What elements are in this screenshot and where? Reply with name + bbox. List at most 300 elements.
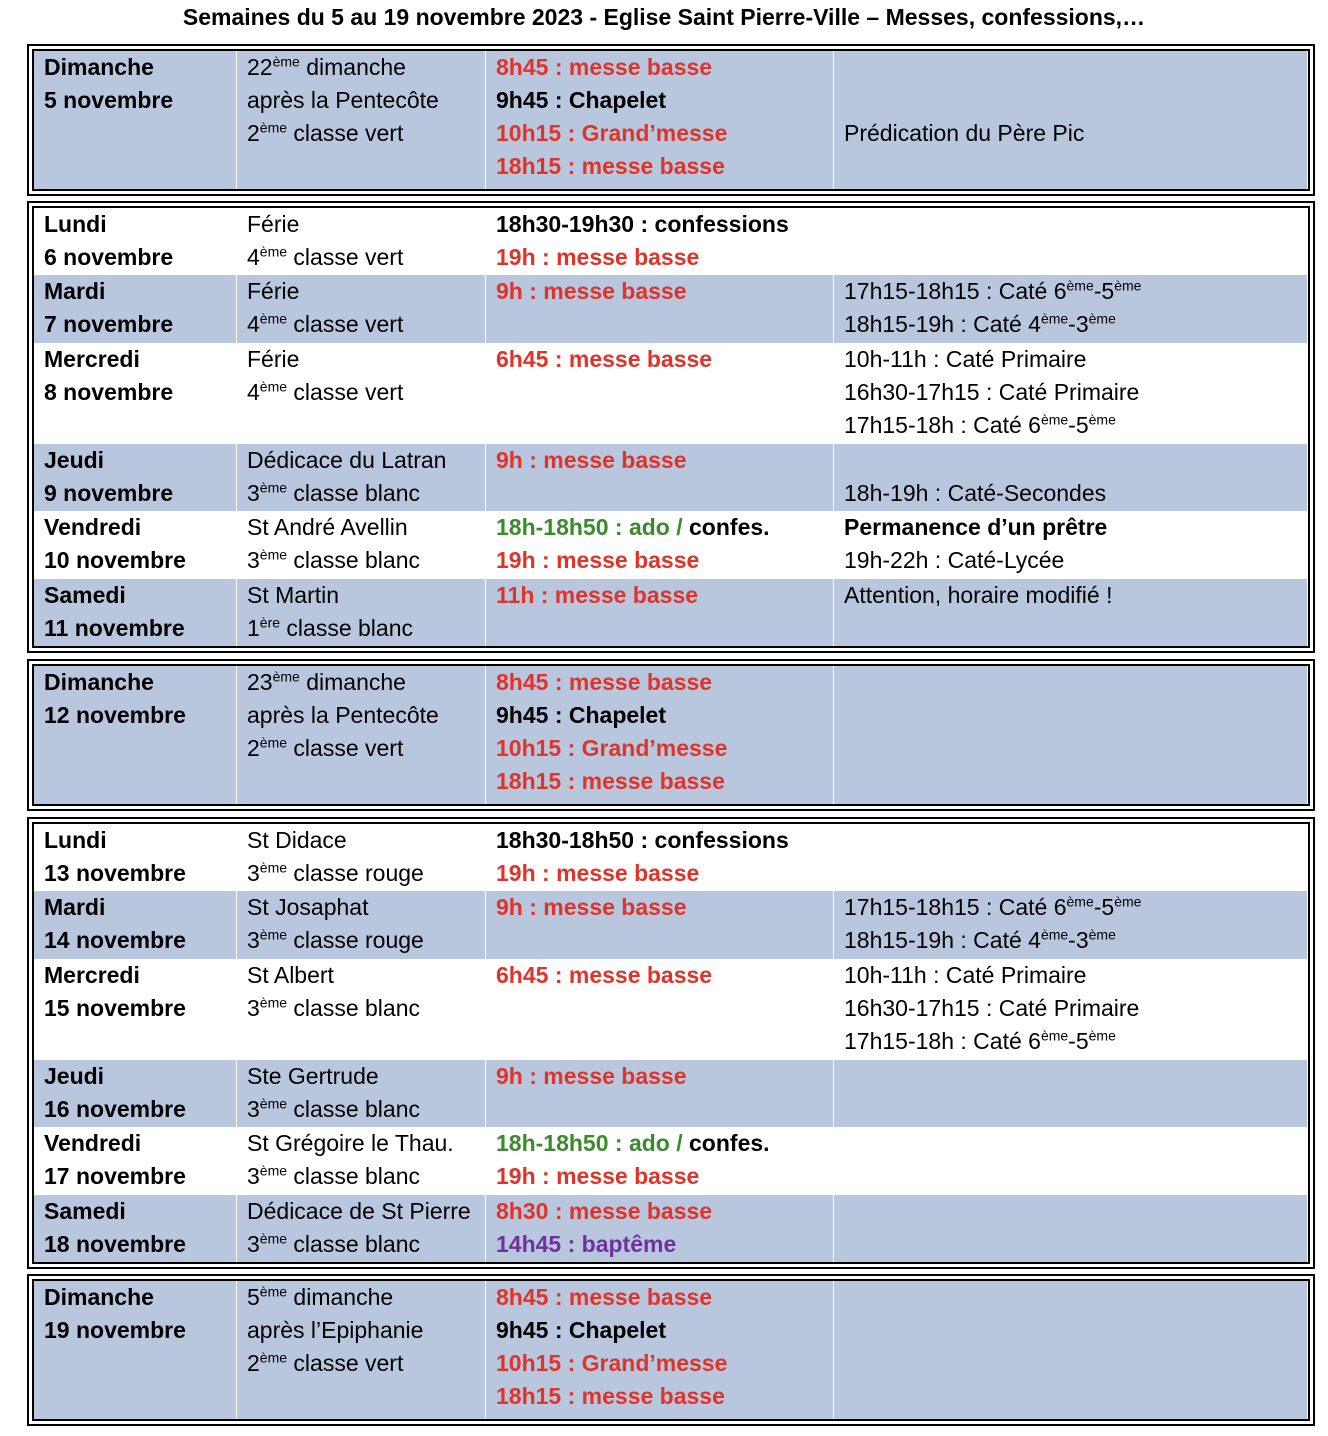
note-line <box>844 117 1307 150</box>
text: 3 <box>247 547 260 574</box>
liturgy-line <box>247 308 485 341</box>
text: -5 <box>1068 1027 1089 1054</box>
weekday: Mercredi <box>44 345 140 372</box>
service-time <box>496 1195 833 1228</box>
text: 19h-22h : Caté-Lycée <box>844 547 1065 574</box>
note-line <box>844 924 1307 957</box>
day-cell <box>34 208 237 275</box>
liturgy-cell <box>237 343 486 444</box>
text: 17h15-18h : Caté 6 <box>844 1027 1041 1054</box>
day-cell <box>34 51 237 189</box>
note-line <box>844 51 1307 84</box>
service-time <box>496 857 833 890</box>
text: 9h : messe basse <box>496 278 687 305</box>
text: Prédication du Père Pic <box>844 120 1085 146</box>
text: après l’Epiphanie <box>247 1317 424 1343</box>
text: Férie <box>247 211 300 237</box>
text: classe blanc <box>287 479 420 506</box>
service-time <box>496 1228 833 1261</box>
note-line <box>844 544 1307 577</box>
day-cell <box>34 1195 237 1262</box>
date: 8 novembre <box>44 378 174 405</box>
date: 7 novembre <box>44 311 174 338</box>
text: classe blanc <box>280 614 413 641</box>
day-row <box>34 666 1308 804</box>
liturgy-line <box>247 1127 485 1160</box>
day-row <box>34 891 1308 958</box>
text: 3 <box>247 1095 260 1122</box>
liturgy-cell <box>237 444 486 511</box>
text: 1 <box>247 614 260 641</box>
day-row <box>34 1060 1308 1127</box>
text: -5 <box>1093 894 1115 921</box>
date: 17 novembre <box>44 1163 186 1190</box>
text: 2 <box>247 1350 260 1376</box>
text: 8h30 : messe basse <box>496 1197 713 1224</box>
week-block <box>27 659 1315 811</box>
text: 3 <box>247 994 260 1021</box>
superscript: ème <box>259 479 288 496</box>
text: 9h : messe basse <box>496 1062 687 1089</box>
service-time <box>496 666 833 699</box>
superscript: ème <box>259 1283 288 1300</box>
superscript: ère <box>259 613 281 630</box>
liturgy-line <box>247 1228 485 1261</box>
weekday: Jeudi <box>44 1062 105 1089</box>
day-row <box>34 1281 1308 1419</box>
service-time <box>496 765 833 798</box>
times-cell <box>486 824 834 891</box>
service-time <box>496 891 833 924</box>
text: classe blanc <box>287 1163 420 1190</box>
page-title: Semaines du 5 au 19 novembre 2023 - Eglise Saint Pierre-Ville – Messes, confessions,… <box>182 4 1146 30</box>
liturgy-line <box>247 992 485 1025</box>
text: 23 <box>247 669 273 695</box>
service-time <box>496 1314 833 1347</box>
date: 12 novembre <box>44 702 186 728</box>
weekday: Jeudi <box>44 446 105 473</box>
text: 18h-19h : Caté-Secondes <box>844 479 1107 506</box>
text: 2 <box>247 120 260 146</box>
day-row <box>34 824 1308 891</box>
text: 18h15 : messe basse <box>496 1383 725 1409</box>
date: 11 novembre <box>44 614 185 641</box>
text: 8h45 : messe basse <box>496 54 713 80</box>
text: 10h-11h : Caté Primaire <box>844 345 1087 372</box>
service-time <box>496 511 833 544</box>
liturgy-line <box>247 612 485 645</box>
service-time <box>496 275 833 308</box>
times-cell <box>486 1060 834 1127</box>
liturgy-line <box>247 1093 485 1126</box>
superscript: ème <box>1088 1027 1116 1044</box>
weekday: Samedi <box>44 581 126 608</box>
text: 10h-11h : Caté Primaire <box>844 961 1087 988</box>
notes-cell <box>834 511 1308 578</box>
superscript: ème <box>1114 277 1142 294</box>
liturgy-line <box>247 376 485 409</box>
service-time <box>496 444 833 477</box>
superscript: ème <box>1066 893 1094 910</box>
superscript: ème <box>259 1229 288 1246</box>
text: 9h45 : Chapelet <box>496 1317 666 1343</box>
times-cell <box>486 343 834 444</box>
text: -3 <box>1068 927 1089 954</box>
times-cell <box>486 208 834 275</box>
service-time <box>496 208 833 241</box>
text: 9h : messe basse <box>496 894 687 921</box>
text: 18h15-19h : Caté 4 <box>844 311 1041 338</box>
service-time <box>496 579 833 612</box>
superscript: ème <box>259 734 288 751</box>
text: classe vert <box>287 378 404 405</box>
text: Dédicace du Latran <box>247 446 447 473</box>
liturgy-cell <box>237 666 486 804</box>
liturgy-cell <box>237 208 486 275</box>
text: classe rouge <box>287 860 424 886</box>
superscript: ème <box>1040 310 1069 327</box>
liturgy-line <box>247 343 485 376</box>
note-line <box>844 308 1307 341</box>
note-line <box>844 275 1307 308</box>
liturgy-cell <box>237 891 486 958</box>
notes-cell <box>834 959 1308 1060</box>
day-cell <box>34 275 237 342</box>
note-line <box>844 511 1307 544</box>
superscript: ème <box>259 243 288 260</box>
date: 19 novembre <box>44 1317 186 1343</box>
superscript: ème <box>1040 1027 1069 1044</box>
liturgy-line <box>247 732 485 765</box>
day-row <box>34 579 1308 646</box>
date: 5 novembre <box>44 87 174 113</box>
liturgy-cell <box>237 1281 486 1419</box>
service-time <box>496 117 833 150</box>
superscript: ème <box>259 310 288 327</box>
text: 2 <box>247 735 260 761</box>
service-time <box>496 343 833 376</box>
note-line <box>844 992 1307 1025</box>
day-cell <box>34 891 237 958</box>
text: 3 <box>247 927 260 954</box>
week-block <box>27 44 1315 196</box>
day-row <box>34 1127 1308 1194</box>
day-cell <box>34 579 237 646</box>
day-cell <box>34 959 237 1060</box>
text: 4 <box>247 311 260 338</box>
service-time <box>496 51 833 84</box>
service-time <box>496 1160 833 1193</box>
text: 19h : messe basse <box>496 244 700 270</box>
date: 14 novembre <box>44 927 186 954</box>
times-cell <box>486 511 834 578</box>
superscript: ème <box>272 668 300 685</box>
service-time <box>496 824 833 857</box>
note-line <box>844 376 1307 409</box>
times-cell <box>486 1195 834 1262</box>
notes-cell <box>834 208 1308 275</box>
superscript: ème <box>259 926 288 943</box>
text: Férie <box>247 278 300 305</box>
superscript: ème <box>1088 310 1116 327</box>
notes-cell <box>834 579 1308 646</box>
liturgy-line <box>247 117 485 150</box>
service-time <box>496 1281 833 1314</box>
text: 6h45 : messe basse <box>496 345 713 372</box>
weekday: Dimanche <box>44 54 154 80</box>
text: 14h45 : baptême <box>496 1230 677 1257</box>
liturgy-line <box>247 579 485 612</box>
liturgy-line <box>247 666 485 699</box>
day-cell <box>34 1060 237 1127</box>
text: -3 <box>1068 311 1089 338</box>
text: 18h15 : messe basse <box>496 153 725 179</box>
text: St Grégoire le Thau. <box>247 1130 454 1157</box>
note-line <box>844 959 1307 992</box>
day-row <box>34 511 1308 578</box>
week-block <box>27 1274 1315 1426</box>
liturgy-cell <box>237 959 486 1060</box>
liturgy-line <box>247 1347 485 1380</box>
text: 19h : messe basse <box>496 860 700 886</box>
text: 4 <box>247 378 260 405</box>
text: 9h45 : Chapelet <box>496 87 666 113</box>
text: St Martin <box>247 581 340 608</box>
text: confes. <box>689 514 770 541</box>
week-block <box>27 817 1315 1269</box>
text: 9h : messe basse <box>496 446 687 473</box>
day-cell <box>34 1127 237 1194</box>
date: 16 novembre <box>44 1095 186 1122</box>
notes-cell <box>834 343 1308 444</box>
weekday: Dimanche <box>44 1284 154 1310</box>
date: 18 novembre <box>44 1230 186 1257</box>
note-line <box>844 891 1307 924</box>
text: après la Pentecôte <box>247 702 439 728</box>
liturgy-line <box>247 857 485 890</box>
schedule-table <box>34 666 1308 804</box>
service-time <box>496 732 833 765</box>
day-row <box>34 959 1308 1060</box>
text: St Albert <box>247 961 334 988</box>
liturgy-line <box>247 924 485 957</box>
schedule-table <box>34 208 1308 646</box>
note-line <box>844 84 1307 117</box>
service-time <box>496 150 833 183</box>
note-line <box>844 1025 1307 1058</box>
text: 18h30-18h50 : confessions <box>496 827 789 853</box>
text: 19h : messe basse <box>496 547 700 574</box>
weekday: Lundi <box>44 827 107 853</box>
times-cell <box>486 959 834 1060</box>
day-row <box>34 343 1308 444</box>
weekday: Mardi <box>44 894 106 921</box>
service-time <box>496 84 833 117</box>
liturgy-cell <box>237 511 486 578</box>
note-line <box>844 343 1307 376</box>
text: après la Pentecôte <box>247 87 439 113</box>
text: classe vert <box>287 244 404 270</box>
liturgy-line <box>247 544 485 577</box>
day-cell <box>34 511 237 578</box>
text: 3 <box>247 1163 260 1190</box>
service-time <box>496 959 833 992</box>
service-time <box>496 241 833 274</box>
text: 16h30-17h15 : Caté Primaire <box>844 994 1140 1021</box>
service-time <box>496 544 833 577</box>
times-cell <box>486 444 834 511</box>
note-line <box>844 444 1307 477</box>
notes-cell <box>834 1281 1308 1419</box>
notes-cell <box>834 891 1308 958</box>
text: 16h30-17h15 : Caté Primaire <box>844 378 1140 405</box>
text: Férie <box>247 345 300 372</box>
text: 9h45 : Chapelet <box>496 702 666 728</box>
liturgy-line <box>247 241 485 274</box>
text: 3 <box>247 479 260 506</box>
text: classe vert <box>287 311 404 338</box>
liturgy-line <box>247 891 485 924</box>
weekday: Vendredi <box>44 1130 142 1157</box>
notes-cell <box>834 666 1308 804</box>
superscript: ème <box>1066 277 1094 294</box>
weekday: Vendredi <box>44 514 142 541</box>
text: 3 <box>247 1230 260 1257</box>
times-cell <box>486 579 834 646</box>
weekday: Dimanche <box>44 669 154 695</box>
text: 5 <box>247 1284 260 1310</box>
text: classe blanc <box>287 547 420 574</box>
date: 6 novembre <box>44 244 174 270</box>
text: 18h15 : messe basse <box>496 768 725 794</box>
superscript: ème <box>272 53 300 70</box>
superscript: ème <box>259 1095 288 1112</box>
liturgy-line <box>247 51 485 84</box>
text: 18h30-19h30 : confessions <box>496 211 789 237</box>
superscript: ème <box>259 1162 288 1179</box>
text: classe vert <box>287 120 404 146</box>
superscript: ème <box>259 378 288 395</box>
text: 22 <box>247 54 273 80</box>
day-cell <box>34 666 237 804</box>
liturgy-line <box>247 477 485 510</box>
superscript: ème <box>259 119 288 136</box>
schedule-table <box>34 51 1308 189</box>
day-cell <box>34 444 237 511</box>
text: Dédicace de St Pierre <box>247 1197 471 1224</box>
times-cell <box>486 275 834 342</box>
notes-cell <box>834 275 1308 342</box>
text: classe rouge <box>287 927 424 954</box>
notes-cell <box>834 51 1308 189</box>
superscript: ème <box>1088 926 1116 943</box>
note-line <box>844 579 1307 612</box>
text: Permanence d’un prêtre <box>844 514 1108 541</box>
text: 17h15-18h : Caté 6 <box>844 411 1041 438</box>
liturgy-line <box>247 1160 485 1193</box>
liturgy-line <box>247 1314 485 1347</box>
liturgy-cell <box>237 275 486 342</box>
liturgy-line <box>247 1060 485 1093</box>
liturgy-cell <box>237 1060 486 1127</box>
notes-cell <box>834 1060 1308 1127</box>
notes-cell <box>834 824 1308 891</box>
weekday: Samedi <box>44 1197 126 1224</box>
text: Attention, horaire modifié ! <box>844 581 1113 608</box>
liturgy-line <box>247 1195 485 1228</box>
text: classe vert <box>287 735 404 761</box>
superscript: ème <box>1088 411 1116 428</box>
liturgy-cell <box>237 1127 486 1194</box>
text: dimanche <box>299 54 406 80</box>
day-row <box>34 208 1308 275</box>
notes-cell <box>834 1195 1308 1262</box>
text: 18h-18h50 : ado / <box>496 514 690 541</box>
text: 17h15-18h15 : Caté 6 <box>844 278 1067 305</box>
text: 18h15-19h : Caté 4 <box>844 927 1041 954</box>
note-line <box>844 477 1307 510</box>
liturgy-line <box>247 275 485 308</box>
liturgy-line <box>247 444 485 477</box>
liturgy-line <box>247 1281 485 1314</box>
text: 3 <box>247 860 260 886</box>
superscript: ème <box>1040 411 1069 428</box>
text: classe vert <box>287 1350 404 1376</box>
text: 8h45 : messe basse <box>496 669 713 695</box>
service-time <box>496 1347 833 1380</box>
text: 11h : messe basse <box>496 581 699 608</box>
text: St André Avellin <box>247 514 408 541</box>
liturgy-line <box>247 511 485 544</box>
date: 10 novembre <box>44 547 186 574</box>
date: 13 novembre <box>44 860 186 886</box>
times-cell <box>486 666 834 804</box>
text: 6h45 : messe basse <box>496 961 713 988</box>
liturgy-cell <box>237 579 486 646</box>
text: 17h15-18h15 : Caté 6 <box>844 894 1067 921</box>
day-row <box>34 275 1308 342</box>
day-row <box>34 1195 1308 1262</box>
liturgy-line <box>247 699 485 732</box>
superscript: ème <box>259 1349 288 1366</box>
schedule-table <box>34 1281 1308 1419</box>
superscript: ème <box>259 859 288 876</box>
schedule-table <box>34 824 1308 1262</box>
times-cell <box>486 51 834 189</box>
superscript: ème <box>1114 893 1142 910</box>
weekday: Mardi <box>44 278 106 305</box>
notes-cell <box>834 444 1308 511</box>
service-time <box>496 1380 833 1413</box>
service-time <box>496 1127 833 1160</box>
text: St Josaphat <box>247 894 369 921</box>
service-time <box>496 1060 833 1093</box>
text: 10h15 : Grand’messe <box>496 735 728 761</box>
liturgy-line <box>247 84 485 117</box>
weekday: Mercredi <box>44 961 140 988</box>
note-line <box>844 409 1307 442</box>
text: 19h : messe basse <box>496 1163 700 1190</box>
date: 9 novembre <box>44 479 174 506</box>
times-cell <box>486 1281 834 1419</box>
liturgy-cell <box>237 824 486 891</box>
superscript: ème <box>259 994 288 1011</box>
text: 10h15 : Grand’messe <box>496 120 728 146</box>
superscript: ème <box>1040 926 1069 943</box>
text: St Didace <box>247 827 347 853</box>
text: 18h-18h50 : ado / <box>496 1130 690 1157</box>
liturgy-cell <box>237 51 486 189</box>
